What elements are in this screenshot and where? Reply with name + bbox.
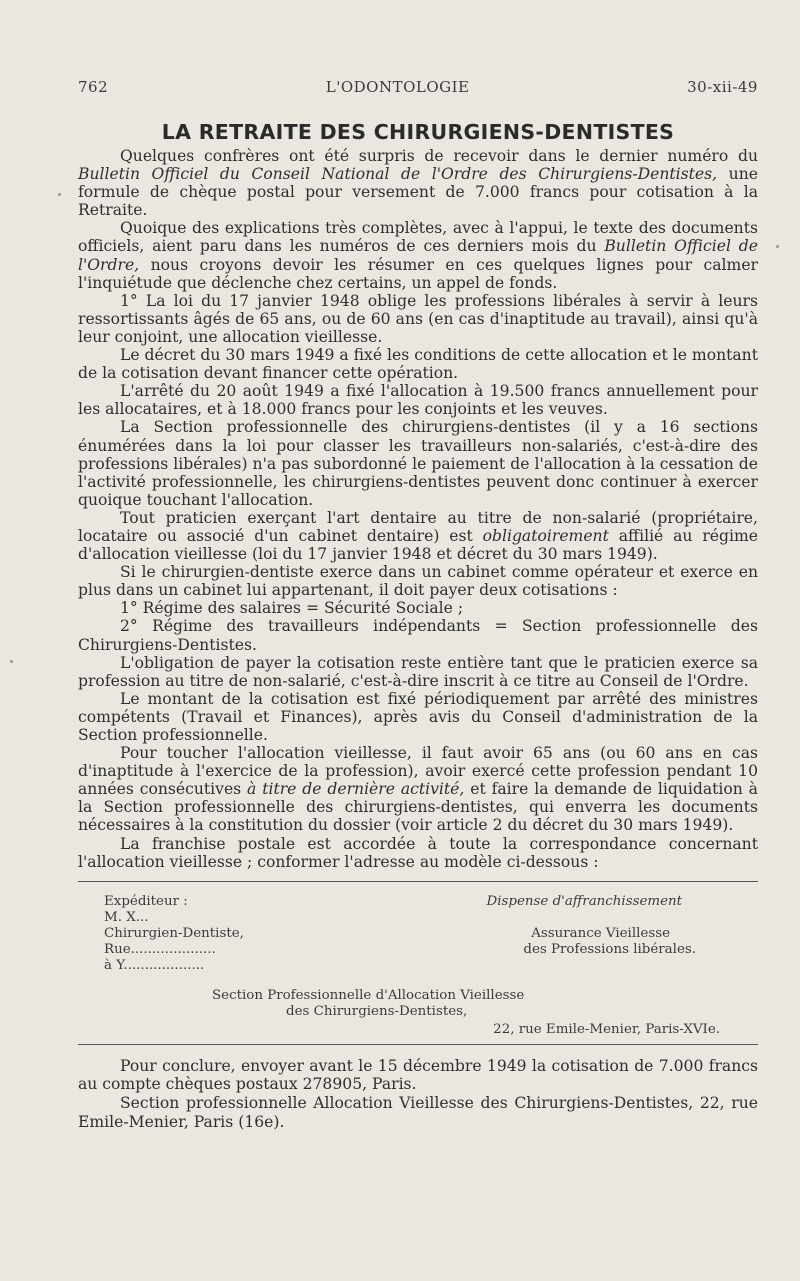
paragraph-4: Le décret du 30 mars 1949 a fixé les conditions de cette allocation et le montant de la cotisation devant financer cette opération.	[78, 346, 758, 383]
paragraph-12: Le montant de la cotisation est fixé périodiquement par arrêté des ministres compétents (Travail et Finances), après avis du Conseil d'administration de la Section professionnelle.	[78, 689, 758, 744]
article-body	[78, 147, 758, 871]
paragraph-1: Quelques confrères ont été surpris de recevoir dans le dernier numéro du Bulletin Officiel du Conseil National de l'Ordre des Chirurgiens-Dentistes, une formule de chèque postal pour versement de 7.000 francs pour cotisation à la Retraite.	[78, 147, 758, 220]
journal-page	[78, 78, 758, 1131]
paragraph-14: La franchise postale est accordée à toute la correspondance concernant l'allocation vieillesse ; conformer l'adresse au modèle ci-dessous :	[78, 834, 758, 871]
sender-name: M. X...	[104, 909, 149, 925]
address-model	[78, 882, 758, 1082]
running-head	[78, 78, 758, 100]
article-title: LA RETRAITE DES CHIRURGIENS-DENTISTES	[161, 120, 675, 144]
paper-speck	[776, 245, 779, 248]
issue-date: 30-xii-49	[687, 78, 758, 96]
section-line-3: 22, rue Emile-Menier, Paris-XVIe.	[493, 1021, 720, 1037]
sender-city: à Y...................	[104, 957, 205, 973]
paragraph-3: 1° La loi du 17 janvier 1948 oblige les professions libérales à servir à leurs ressortissants âgés de 65 ans, ou de 60 ans (en cas d'inaptitude au travail), ainsi qu'à leur conjoint, une allocation vieillesse.	[78, 291, 758, 346]
sender-block	[104, 894, 244, 974]
conclusion-paragraph-2: Section professionnelle Allocation Vieillesse des Chirurgiens-Dentistes, 22, rue Emile-Menier, Paris (16e).	[78, 1093, 758, 1131]
paragraph-7: Tout praticien exerçant l'art dentaire au titre de non-salarié (propriétaire, locataire ou associé d'un cabinet dentaire) est obligatoirement affilié au régime d'allocation vieillesse (loi du 17 janvier 1948 et décret du 30 mars 1949).	[78, 508, 758, 564]
paper-speck	[10, 660, 13, 663]
paragraph-2: Quoique des explications très complètes, avec à l'appui, le texte des documents officiels, aient paru dans les numéros de ces derniers mois du Bulletin Officiel de l'Ordre, nous croyons devoir les résumer en ces quelques lignes pour calmer l'inquiétude que déclenche chez certains, un appel de fonds.	[78, 219, 758, 292]
paragraph-9: 1° Régime des salaires = Sécurité Sociale ;	[120, 599, 464, 618]
paragraph-8: Si le chirurgien-dentiste exerce dans un cabinet comme opérateur et exerce en plus dans un cabinet lui appartenant, il doit payer deux cotisations :	[78, 563, 758, 600]
paragraph-5: L'arrêté du 20 août 1949 a fixé l'allocation à 19.500 francs annuellement pour les allocataires, et à 18.000 francs pour les conjoints et les veuves.	[78, 382, 758, 419]
sender-label: Expéditeur :	[104, 893, 188, 909]
paragraph-10: 2° Régime des travailleurs indépendants = Section professionnelle des Chirurgiens-Dentistes.	[78, 617, 758, 654]
sender-profession: Chirurgien-Dentiste,	[104, 925, 244, 941]
paragraph-13: Pour toucher l'allocation vieillesse, il faut avoir 65 ans (ou 60 ans en cas d'inaptitude à l'exercice de la profession), avoir exercé cette profession pendant 10 années consécutives à titre de dernière activité, et faire la demande de liquidation à la Section professionnelle des chirurgiens-dentistes, qui enverra les documents nécessaires à la constitution du dossier (voir article 2 du décret du 30 mars 1949).	[78, 744, 758, 835]
postage-note: Dispense d'affranchissement	[486, 893, 682, 909]
section-line-2: des Chirurgiens-Dentistes,	[286, 1003, 468, 1019]
page-number: 762	[78, 78, 109, 96]
sender-street: Rue....................	[104, 941, 216, 957]
conclusion-paragraph-1: Pour conclure, envoyer avant le 15 décembre 1949 la cotisation de 7.000 francs au compte chèques postaux 278905, Paris.	[78, 1056, 758, 1094]
journal-name: L'ODONTOLOGIE	[325, 78, 470, 96]
paper-speck	[58, 193, 61, 196]
recipient-line-2: des Professions libérales.	[523, 941, 696, 957]
recipient-line-1: Assurance Vieillesse	[531, 925, 670, 941]
paragraph-6: La Section professionnelle des chirurgiens-dentistes (il y a 16 sections énumérées dans la loi pour classer les travailleurs non-salariés, c'est-à-dire des professions libérales) n'a pas subordonné le paiement de l'allocation à la cessation de l'activité professionnelle, les chirurgiens-dentistes peuvent donc continuer à exercer quoique touchant l'allocation.	[78, 418, 758, 509]
paragraph-11: L'obligation de payer la cotisation reste entière tant que le praticien exerce sa profession au titre de non-salarié, c'est-à-dire inscrit à ce titre au Conseil de l'Ordre.	[78, 653, 758, 690]
section-line-1: Section Professionnelle d'Allocation Vieillesse	[212, 987, 525, 1003]
